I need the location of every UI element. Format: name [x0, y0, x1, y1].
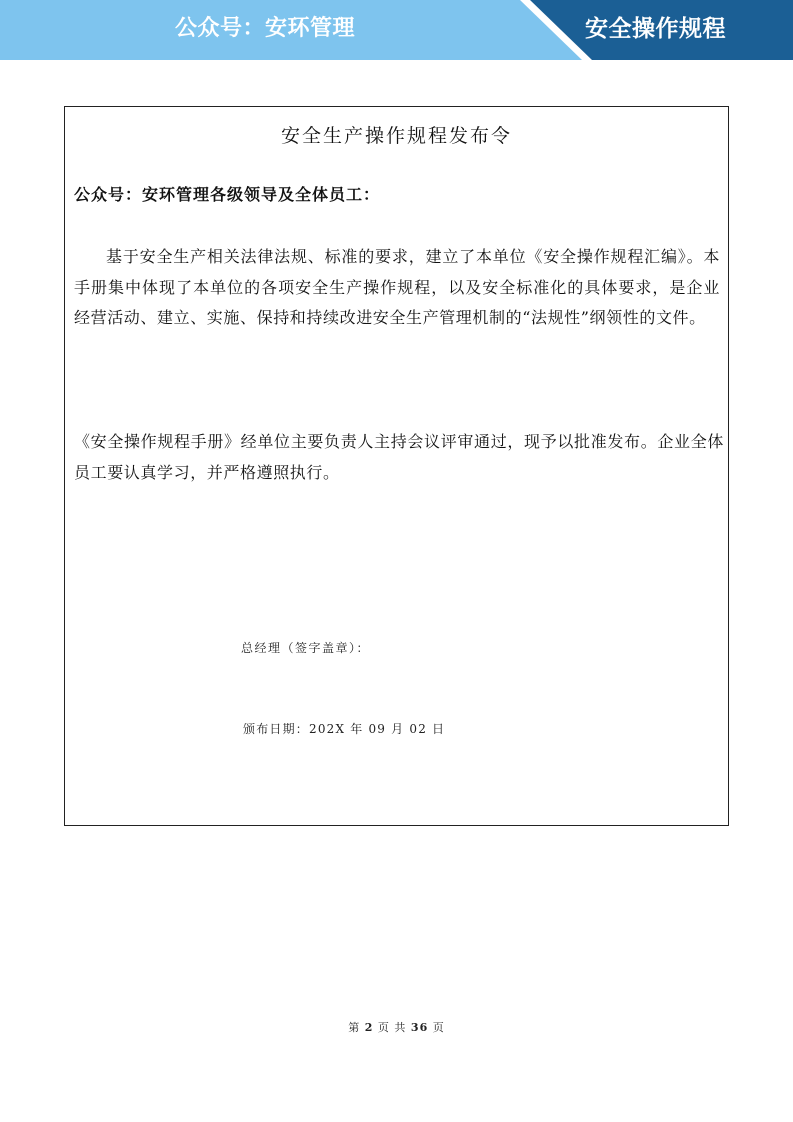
banner-left-title: 公众号：安环管理: [175, 16, 356, 41]
footer-prefix: 第: [348, 1021, 361, 1034]
footer-middle: 页 共: [377, 1021, 407, 1034]
footer-page-number: 2: [364, 1021, 374, 1034]
footer-suffix: 页: [432, 1021, 445, 1034]
footer-total-pages: 36: [410, 1021, 429, 1034]
document-paragraph-1: 基于安全生产相关法律法规、标准的要求，建立了本单位《安全操作规程汇编》。本手册集中体现了本单位的各项安全生产操作规程，以及安全标准化的具体要求，是企业经营活动、建立、实施、保持和持续改进安全生产管理机制的“法规性”纲领性的文件。: [74, 247, 720, 327]
document-salutation: 公众号：安环管理各级领导及全体员工：: [74, 185, 381, 204]
document-title: 安全生产操作规程发布令: [280, 125, 512, 147]
page-footer: [0, 1020, 793, 1036]
issue-date-label: 颁布日期：202X 年 09 月 02 日: [243, 722, 446, 736]
banner-right-title: 安全操作规程: [585, 16, 726, 42]
signature-label: 总经理（签字盖章）：: [241, 641, 371, 655]
header-banner: [0, 0, 793, 60]
document-frame: [64, 106, 729, 826]
document-paragraph-2: 《安全操作规程手册》经单位主要负责人主持会议评审通过，现予以批准发布。企业全体员工要认真学习，并严格遵照执行。: [74, 432, 724, 482]
